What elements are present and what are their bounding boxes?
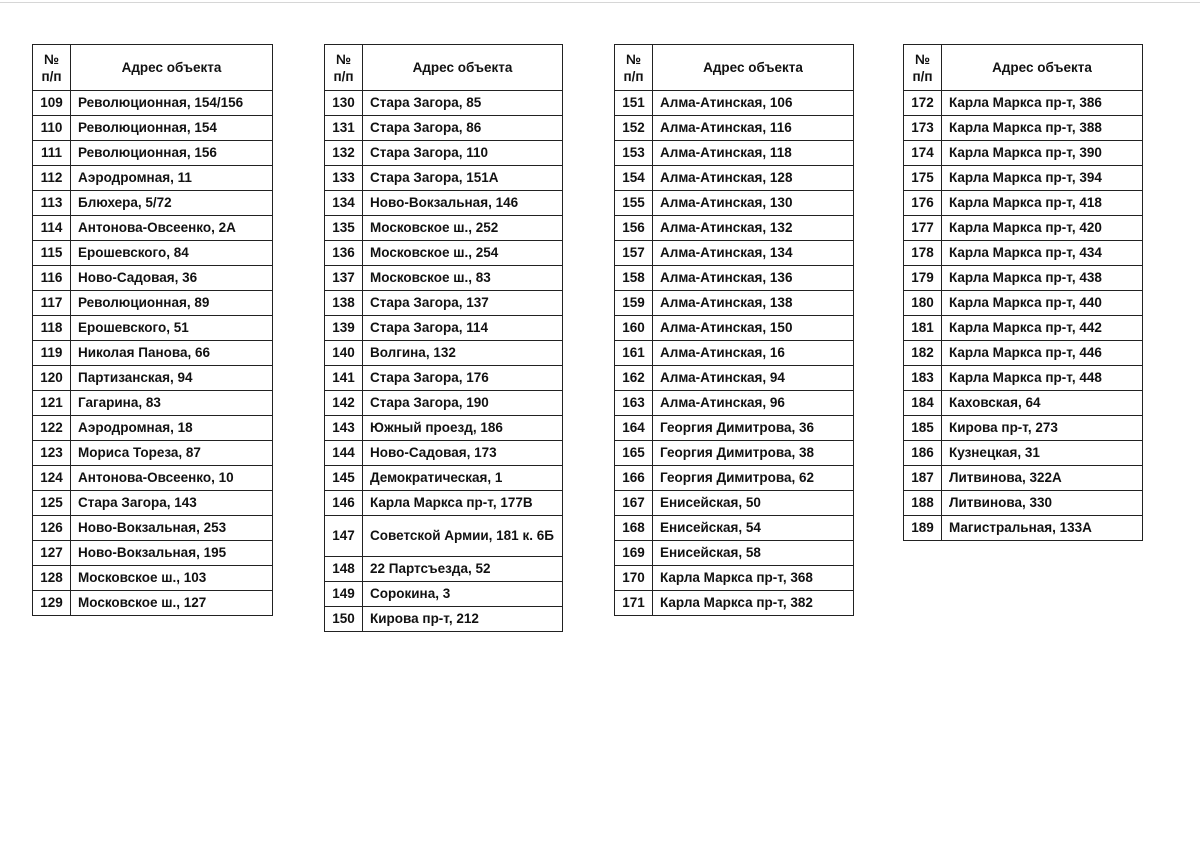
row-number: 141	[325, 366, 363, 391]
table-row	[33, 141, 273, 166]
row-number: 162	[615, 366, 653, 391]
table-row	[904, 116, 1143, 141]
row-number: 156	[615, 216, 653, 241]
row-number: 130	[325, 91, 363, 116]
table-row	[615, 241, 854, 266]
table-row	[615, 391, 854, 416]
row-number: 183	[904, 366, 942, 391]
row-address: Антонова-Овсеенко, 10	[71, 466, 273, 491]
row-address: Николая Панова, 66	[71, 341, 273, 366]
table-row	[33, 516, 273, 541]
number-sub-label: п/п	[333, 68, 354, 84]
row-address: Революционная, 154/156	[71, 91, 273, 116]
row-number: 134	[325, 191, 363, 216]
row-address: Алма-Атинская, 134	[653, 241, 854, 266]
row-number: 136	[325, 241, 363, 266]
table-row	[325, 191, 563, 216]
address-column-header: Адрес объекта	[942, 45, 1143, 91]
row-number: 118	[33, 316, 71, 341]
table-row	[615, 166, 854, 191]
address-column-header: Адрес объекта	[653, 45, 854, 91]
table-row	[615, 216, 854, 241]
table-row	[325, 241, 563, 266]
table-row	[615, 566, 854, 591]
row-address: Алма-Атинская, 136	[653, 266, 854, 291]
table-row	[904, 366, 1143, 391]
number-column-header	[325, 45, 363, 91]
row-address: Ново-Садовая, 36	[71, 266, 273, 291]
row-address: Гагарина, 83	[71, 391, 273, 416]
table-row	[904, 491, 1143, 516]
table-row	[904, 441, 1143, 466]
address-table-4	[903, 44, 1143, 541]
row-number: 150	[325, 607, 363, 632]
row-number: 145	[325, 466, 363, 491]
number-symbol: №	[335, 51, 352, 67]
row-address: Революционная, 156	[71, 141, 273, 166]
row-number: 146	[325, 491, 363, 516]
row-address: Аэродромная, 11	[71, 166, 273, 191]
table-row	[904, 266, 1143, 291]
address-column-header: Адрес объекта	[71, 45, 273, 91]
row-number: 151	[615, 91, 653, 116]
row-number: 189	[904, 516, 942, 541]
row-address: Стара Загора, 151А	[363, 166, 563, 191]
row-address: Георгия Димитрова, 36	[653, 416, 854, 441]
row-address: Советской Армии, 181 к. 6Б	[363, 516, 563, 557]
table-row	[904, 341, 1143, 366]
row-address: Литвинова, 330	[942, 491, 1143, 516]
table-row	[325, 141, 563, 166]
row-number: 176	[904, 191, 942, 216]
row-number: 181	[904, 316, 942, 341]
row-address: Каховская, 64	[942, 391, 1143, 416]
table-row	[325, 582, 563, 607]
table-row	[33, 341, 273, 366]
table-row	[615, 191, 854, 216]
row-number: 143	[325, 416, 363, 441]
table-row	[904, 516, 1143, 541]
table-row	[904, 191, 1143, 216]
row-number: 139	[325, 316, 363, 341]
table-row	[325, 291, 563, 316]
row-address: Енисейская, 58	[653, 541, 854, 566]
row-number: 137	[325, 266, 363, 291]
table-row	[325, 366, 563, 391]
row-address: Стара Загора, 85	[363, 91, 563, 116]
row-number: 120	[33, 366, 71, 391]
number-sub-label: п/п	[912, 68, 933, 84]
row-address: Георгия Димитрова, 38	[653, 441, 854, 466]
row-address: Карла Маркса пр-т, 446	[942, 341, 1143, 366]
row-number: 126	[33, 516, 71, 541]
number-column-header	[904, 45, 942, 91]
row-number: 177	[904, 216, 942, 241]
table-row	[33, 491, 273, 516]
number-symbol: №	[625, 51, 642, 67]
table-row	[33, 416, 273, 441]
row-number: 127	[33, 541, 71, 566]
row-address: Карла Маркса пр-т, 388	[942, 116, 1143, 141]
table-row	[904, 241, 1143, 266]
row-number: 147	[325, 516, 363, 557]
row-address: Кузнецкая, 31	[942, 441, 1143, 466]
table-row	[325, 441, 563, 466]
row-address: Стара Загора, 143	[71, 491, 273, 516]
table-row	[615, 541, 854, 566]
table-row	[615, 266, 854, 291]
row-number: 138	[325, 291, 363, 316]
table-row	[615, 516, 854, 541]
table-row	[904, 316, 1143, 341]
row-number: 133	[325, 166, 363, 191]
row-address: Стара Загора, 190	[363, 391, 563, 416]
table-row	[33, 266, 273, 291]
table-row	[615, 491, 854, 516]
row-number: 174	[904, 141, 942, 166]
table-row	[615, 416, 854, 441]
table-row	[33, 441, 273, 466]
row-address: Литвинова, 322А	[942, 466, 1143, 491]
row-address: Енисейская, 50	[653, 491, 854, 516]
row-number: 111	[33, 141, 71, 166]
table-row	[325, 91, 563, 116]
row-number: 122	[33, 416, 71, 441]
row-address: Московское ш., 127	[71, 591, 273, 616]
table-row	[615, 291, 854, 316]
row-address: Магистральная, 133А	[942, 516, 1143, 541]
row-address: Карла Маркса пр-т, 434	[942, 241, 1143, 266]
table-row	[904, 216, 1143, 241]
number-symbol: №	[914, 51, 931, 67]
row-address: 22 Партсъезда, 52	[363, 557, 563, 582]
table-row	[325, 166, 563, 191]
row-number: 129	[33, 591, 71, 616]
row-address: Алма-Атинская, 118	[653, 141, 854, 166]
row-number: 144	[325, 441, 363, 466]
row-address: Карла Маркса пр-т, 386	[942, 91, 1143, 116]
table-row	[33, 216, 273, 241]
row-number: 165	[615, 441, 653, 466]
row-number: 159	[615, 291, 653, 316]
row-address: Партизанская, 94	[71, 366, 273, 391]
row-number: 155	[615, 191, 653, 216]
row-address: Революционная, 89	[71, 291, 273, 316]
table-row	[904, 141, 1143, 166]
number-symbol: №	[43, 51, 60, 67]
address-column-header: Адрес объекта	[363, 45, 563, 91]
row-number: 110	[33, 116, 71, 141]
row-number: 135	[325, 216, 363, 241]
row-address: Московское ш., 252	[363, 216, 563, 241]
row-number: 167	[615, 491, 653, 516]
table-row	[33, 116, 273, 141]
row-number: 187	[904, 466, 942, 491]
row-number: 148	[325, 557, 363, 582]
row-number: 121	[33, 391, 71, 416]
table-row	[325, 607, 563, 632]
row-address: Ерошевского, 84	[71, 241, 273, 266]
table-row	[904, 391, 1143, 416]
row-address: Ерошевского, 51	[71, 316, 273, 341]
number-column-header	[33, 45, 71, 91]
row-address: Сорокина, 3	[363, 582, 563, 607]
row-address: Антонова-Овсеенко, 2А	[71, 216, 273, 241]
row-number: 116	[33, 266, 71, 291]
table-row	[33, 391, 273, 416]
row-address: Карла Маркса пр-т, 382	[653, 591, 854, 616]
table-row	[325, 266, 563, 291]
row-address: Алма-Атинская, 130	[653, 191, 854, 216]
row-number: 124	[33, 466, 71, 491]
table-row	[325, 416, 563, 441]
table-row	[33, 291, 273, 316]
row-address: Московское ш., 103	[71, 566, 273, 591]
table-row	[33, 166, 273, 191]
row-number: 184	[904, 391, 942, 416]
row-address: Блюхера, 5/72	[71, 191, 273, 216]
row-address: Алма-Атинская, 94	[653, 366, 854, 391]
row-number: 182	[904, 341, 942, 366]
table-header-row	[325, 45, 563, 91]
row-number: 170	[615, 566, 653, 591]
row-address: Енисейская, 54	[653, 516, 854, 541]
row-number: 152	[615, 116, 653, 141]
row-number: 123	[33, 441, 71, 466]
row-address: Алма-Атинская, 138	[653, 291, 854, 316]
row-address: Стара Загора, 110	[363, 141, 563, 166]
row-number: 128	[33, 566, 71, 591]
table-row	[325, 557, 563, 582]
row-number: 185	[904, 416, 942, 441]
row-number: 142	[325, 391, 363, 416]
row-address: Мориса Тореза, 87	[71, 441, 273, 466]
row-address: Карла Маркса пр-т, 438	[942, 266, 1143, 291]
address-table-3	[614, 44, 854, 616]
row-address: Алма-Атинская, 128	[653, 166, 854, 191]
table-row	[615, 116, 854, 141]
table-row	[33, 466, 273, 491]
row-address: Карла Маркса пр-т, 440	[942, 291, 1143, 316]
table-row	[904, 91, 1143, 116]
table-row	[33, 241, 273, 266]
row-address: Карла Маркса пр-т, 394	[942, 166, 1143, 191]
table-row	[325, 466, 563, 491]
table-row	[325, 216, 563, 241]
row-number: 153	[615, 141, 653, 166]
table-row	[615, 366, 854, 391]
row-number: 114	[33, 216, 71, 241]
number-sub-label: п/п	[623, 68, 644, 84]
table-row	[615, 316, 854, 341]
table-row	[33, 591, 273, 616]
address-table-2	[324, 44, 563, 632]
table-header-row	[904, 45, 1143, 91]
row-address: Аэродромная, 18	[71, 416, 273, 441]
row-number: 164	[615, 416, 653, 441]
table-row	[325, 391, 563, 416]
row-number: 168	[615, 516, 653, 541]
table-row	[904, 416, 1143, 441]
row-address: Ново-Вокзальная, 253	[71, 516, 273, 541]
row-number: 115	[33, 241, 71, 266]
row-address: Алма-Атинская, 150	[653, 316, 854, 341]
row-number: 178	[904, 241, 942, 266]
table-row	[33, 316, 273, 341]
table-row	[325, 341, 563, 366]
table-row	[325, 316, 563, 341]
table-row	[615, 141, 854, 166]
row-number: 113	[33, 191, 71, 216]
table-row	[615, 441, 854, 466]
row-number: 188	[904, 491, 942, 516]
row-address: Карла Маркса пр-т, 442	[942, 316, 1143, 341]
row-address: Карла Маркса пр-т, 448	[942, 366, 1143, 391]
row-address: Московское ш., 254	[363, 241, 563, 266]
row-number: 179	[904, 266, 942, 291]
table-row	[33, 191, 273, 216]
table-row	[904, 291, 1143, 316]
row-number: 131	[325, 116, 363, 141]
row-number: 119	[33, 341, 71, 366]
table-row	[33, 91, 273, 116]
table-row	[615, 91, 854, 116]
row-address: Революционная, 154	[71, 116, 273, 141]
row-number: 171	[615, 591, 653, 616]
row-address: Алма-Атинская, 96	[653, 391, 854, 416]
table-row	[325, 491, 563, 516]
row-number: 163	[615, 391, 653, 416]
row-address: Стара Загора, 114	[363, 316, 563, 341]
table-row	[325, 516, 563, 557]
row-address: Московское ш., 83	[363, 266, 563, 291]
row-number: 166	[615, 466, 653, 491]
table-row	[325, 116, 563, 141]
page-top-rule	[0, 2, 1200, 3]
row-address: Алма-Атинская, 116	[653, 116, 854, 141]
row-address: Карла Маркса пр-т, 390	[942, 141, 1143, 166]
table-row	[33, 566, 273, 591]
row-number: 125	[33, 491, 71, 516]
table-header-row	[33, 45, 273, 91]
row-address: Стара Загора, 137	[363, 291, 563, 316]
row-number: 161	[615, 341, 653, 366]
row-address: Алма-Атинская, 106	[653, 91, 854, 116]
row-address: Карла Маркса пр-т, 418	[942, 191, 1143, 216]
row-address: Георгия Димитрова, 62	[653, 466, 854, 491]
row-number: 169	[615, 541, 653, 566]
row-number: 149	[325, 582, 363, 607]
row-address: Кирова пр-т, 273	[942, 416, 1143, 441]
row-number: 140	[325, 341, 363, 366]
row-address: Алма-Атинская, 132	[653, 216, 854, 241]
row-number: 175	[904, 166, 942, 191]
row-number: 112	[33, 166, 71, 191]
row-address: Волгина, 132	[363, 341, 563, 366]
table-row	[33, 366, 273, 391]
row-address: Демократическая, 1	[363, 466, 563, 491]
table-row	[615, 341, 854, 366]
table-row	[904, 166, 1143, 191]
row-address: Карла Маркса пр-т, 177В	[363, 491, 563, 516]
row-address: Кирова пр-т, 212	[363, 607, 563, 632]
table-header-row	[615, 45, 854, 91]
row-number: 158	[615, 266, 653, 291]
row-number: 172	[904, 91, 942, 116]
table-row	[615, 466, 854, 491]
row-number: 109	[33, 91, 71, 116]
number-column-header	[615, 45, 653, 91]
row-number: 180	[904, 291, 942, 316]
table-row	[904, 466, 1143, 491]
number-sub-label: п/п	[41, 68, 62, 84]
row-address: Алма-Атинская, 16	[653, 341, 854, 366]
row-address: Карла Маркса пр-т, 420	[942, 216, 1143, 241]
row-address: Ново-Вокзальная, 195	[71, 541, 273, 566]
row-number: 117	[33, 291, 71, 316]
row-address: Ново-Садовая, 173	[363, 441, 563, 466]
row-address: Карла Маркса пр-т, 368	[653, 566, 854, 591]
row-address: Стара Загора, 86	[363, 116, 563, 141]
table-row	[615, 591, 854, 616]
row-number: 160	[615, 316, 653, 341]
row-number: 154	[615, 166, 653, 191]
row-number: 132	[325, 141, 363, 166]
row-number: 186	[904, 441, 942, 466]
table-row	[33, 541, 273, 566]
row-number: 157	[615, 241, 653, 266]
address-table-1	[32, 44, 273, 616]
row-number: 173	[904, 116, 942, 141]
row-address: Ново-Вокзальная, 146	[363, 191, 563, 216]
row-address: Южный проезд, 186	[363, 416, 563, 441]
row-address: Стара Загора, 176	[363, 366, 563, 391]
